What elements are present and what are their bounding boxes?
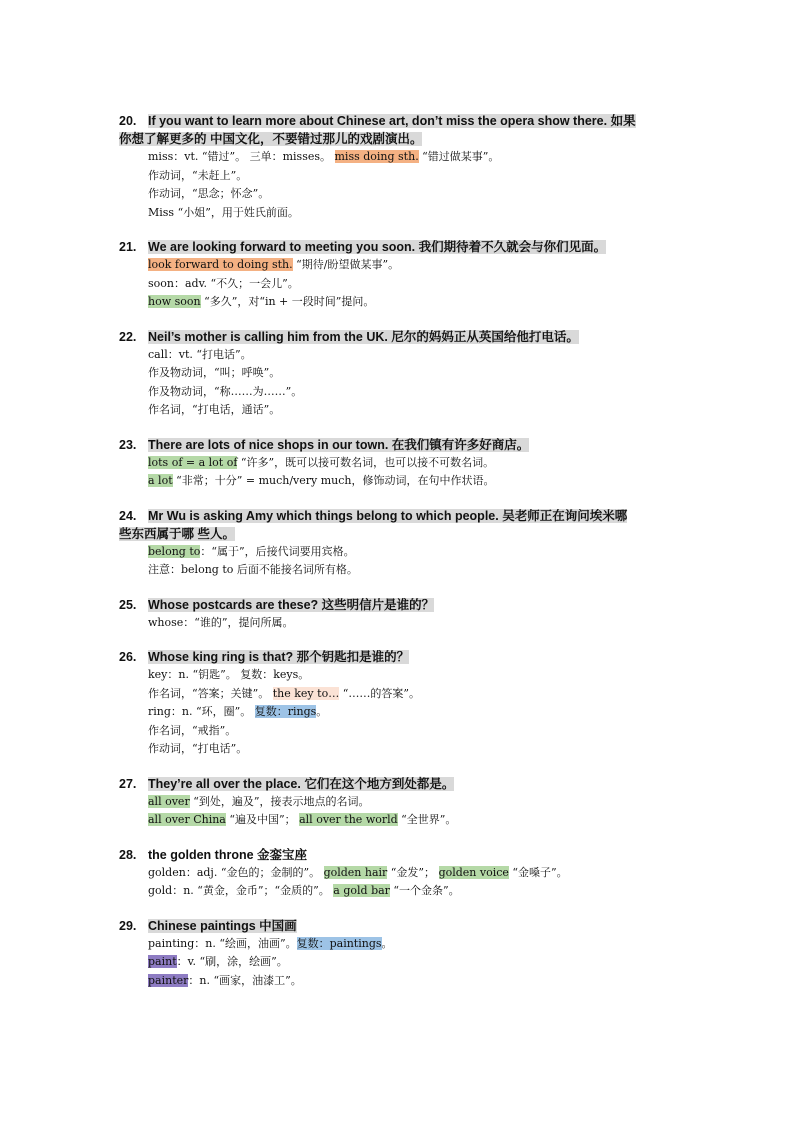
entry-number: 23.: [119, 437, 137, 452]
note-line: [119, 185, 679, 204]
entry-heading: [119, 507, 679, 543]
highlighted-phrase: miss doing sth.: [334, 150, 419, 163]
note-text: “多久”，对“in + 一段时间”提问。: [200, 295, 375, 308]
highlighted-phrase: paint: [148, 955, 177, 968]
note-text: 作动词，“思念；怀念”。: [148, 187, 270, 200]
note-text: soon：adv. “不久；一会儿”。: [148, 276, 299, 290]
note-text: 。: [316, 705, 328, 718]
entry-sentence-continued: 你想了解更多的 中国文化，不要错过那儿的戏剧演出。: [119, 132, 423, 146]
vocab-entry: [119, 648, 679, 759]
note-text: ：n. “画家，油漆工”。: [188, 973, 302, 987]
note-line: [119, 364, 679, 383]
note-line: [119, 346, 679, 365]
entry-number: 21.: [119, 240, 137, 254]
vocab-entry: [119, 775, 679, 830]
note-text: gold：n. “黄金，金币”；“金质的”。: [148, 884, 334, 897]
note-line: [119, 666, 679, 685]
note-text: painting：n. “绘画，油画”。: [148, 936, 297, 950]
entry-sentence: Chinese paintings 中国画: [148, 918, 297, 933]
note-text: 作动词，“未赶上”。: [148, 168, 248, 182]
note-text: key：n. “钥匙”。 复数：keys。: [148, 668, 310, 681]
note-text: 作及物动词，“叫；呼唤”。: [148, 366, 281, 379]
note-text: “……的答案”。: [339, 686, 420, 700]
note-text: “金发”；: [387, 865, 439, 879]
entry-heading: [119, 112, 679, 148]
note-line: [119, 882, 679, 901]
note-line: [119, 935, 679, 954]
note-text: 作名词，“答案；关键”。: [148, 686, 273, 700]
note-line: [119, 293, 679, 312]
note-line: [119, 953, 679, 972]
highlighted-phrase: the key to…: [272, 686, 340, 700]
vocab-entry: [119, 112, 679, 222]
note-text: Miss “小姐”，用于姓氏前面。: [148, 205, 299, 219]
entry-sentence: There are lots of nice shops in our town. 在我们镇有许多好商店。: [148, 437, 530, 452]
note-line: [119, 256, 679, 275]
note-line: [119, 614, 679, 633]
note-text: “到处，遍及”，接表示地点的名词。: [189, 794, 370, 808]
note-line: [119, 972, 679, 991]
highlighted-phrase: golden voice: [438, 865, 509, 879]
note-line: [119, 543, 679, 562]
note-line: [119, 275, 679, 294]
highlighted-phrase: golden hair: [323, 865, 388, 879]
entry-sentence: We are looking forward to meeting you soon. 我们期待着不久就会与你们见面。: [148, 240, 607, 254]
note-line: [119, 472, 679, 491]
note-text: “许多”，既可以接可数名词，也可以接不可数名词。: [237, 455, 495, 469]
document-body: [119, 112, 679, 1006]
note-text: 作动词，“打电话”。: [148, 742, 248, 755]
vocab-entry: [119, 328, 679, 420]
note-text: ：“属于”，后接代词要用宾格。: [200, 544, 355, 558]
note-text: “金嗓子”。: [508, 865, 568, 879]
vocab-entry: [119, 846, 679, 901]
entry-heading: [119, 648, 679, 666]
entry-heading: [119, 436, 679, 454]
highlighted-phrase: a lot: [148, 474, 173, 487]
vocab-entry: [119, 917, 679, 991]
note-text: call：vt. “打电话”。: [148, 347, 252, 361]
entry-number: 28.: [119, 847, 137, 862]
note-line: [119, 454, 679, 473]
note-text: “非常；十分” = much/very much，修饰动词，在句中作状语。: [172, 474, 495, 487]
note-text: whose：“谁的”，提问所属。: [148, 615, 294, 629]
note-line: [119, 167, 679, 186]
note-text: ring：n. “环，圈”。: [148, 705, 255, 718]
entry-heading: [119, 775, 679, 793]
note-line: [119, 685, 679, 704]
highlighted-phrase: belong to: [148, 544, 201, 558]
entry-sentence: Whose postcards are these? 这些明信片是谁的？: [148, 597, 435, 612]
highlighted-phrase: lots of = a lot of: [148, 455, 238, 469]
entry-sentence: Neil’s mother is calling him from the UK. 尼尔的妈妈正从英国给他打电话。: [148, 329, 579, 344]
highlighted-phrase: a gold bar: [333, 884, 390, 897]
entry-heading: [119, 596, 679, 614]
highlighted-phrase: all over China: [148, 813, 226, 826]
highlighted-phrase: all over: [148, 794, 190, 808]
entry-heading: [119, 328, 679, 346]
highlighted-phrase: 复数：rings: [254, 705, 317, 718]
note-text: golden：adj. “金色的；金制的”。: [148, 865, 324, 879]
note-text: 。: [381, 936, 393, 950]
note-line: [119, 722, 679, 741]
note-text: 注意：belong to 后面不能接名词所有格。: [148, 563, 358, 576]
entry-number: 22.: [119, 329, 137, 344]
entry-number: 26.: [119, 650, 137, 664]
highlighted-phrase: painter: [148, 973, 189, 987]
note-text: “遍及中国”；: [225, 813, 300, 826]
note-text: ：v. “刷，涂，绘画”。: [176, 955, 288, 968]
entry-number: 29.: [119, 918, 137, 933]
note-line: [119, 740, 679, 759]
note-line: [119, 703, 679, 722]
entry-sentence: Mr Wu is asking Amy which things belong to which people. 吴老师正在询问埃米哪: [148, 508, 628, 523]
highlighted-phrase: all over the world: [299, 813, 398, 826]
vocab-entry: [119, 238, 679, 312]
note-line: [119, 383, 679, 402]
note-text: miss：vt. “错过”。 三单：misses。: [148, 150, 335, 163]
entry-number: 27.: [119, 776, 137, 791]
note-text: 作名词，“打电话，通话”。: [148, 403, 281, 416]
note-line: [119, 401, 679, 420]
entry-sentence: If you want to learn more about Chinese art, don’t miss the opera show there. 如果: [148, 114, 636, 128]
note-line: [119, 204, 679, 223]
note-text: 作名词，“戒指”。: [148, 723, 237, 737]
vocab-entry: [119, 596, 679, 633]
entry-sentence-continued: 些东西属于哪 些人。: [119, 526, 235, 541]
note-line: [119, 793, 679, 812]
highlighted-phrase: look forward to doing sth.: [148, 258, 293, 271]
entry-number: 24.: [119, 508, 137, 523]
entry-heading: [119, 238, 679, 256]
note-line: [119, 811, 679, 830]
note-text: “期待/盼望做某事”。: [292, 258, 400, 271]
entry-sentence: Whose king ring is that? 那个钥匙扣是谁的？: [148, 650, 410, 664]
vocab-entry: [119, 507, 679, 580]
note-text: “全世界”。: [397, 813, 457, 826]
note-line: [119, 148, 679, 167]
highlighted-phrase: 复数：paintings: [296, 936, 382, 950]
entry-sentence: They’re all over the place. 它们在这个地方到处都是。: [148, 776, 455, 791]
entry-sentence: the golden throne 金銮宝座: [148, 847, 308, 862]
entry-number: 25.: [119, 597, 137, 612]
vocab-entry: [119, 436, 679, 491]
note-text: “一个金条”。: [389, 884, 460, 897]
highlighted-phrase: how soon: [148, 295, 201, 308]
note-text: 作及物动词，“称……为……”。: [148, 384, 303, 398]
note-line: [119, 864, 679, 883]
entry-heading: [119, 846, 679, 864]
entry-number: 20.: [119, 114, 137, 128]
entry-heading: [119, 917, 679, 935]
note-text: “错过做某事”。: [418, 150, 500, 163]
note-line: [119, 561, 679, 580]
